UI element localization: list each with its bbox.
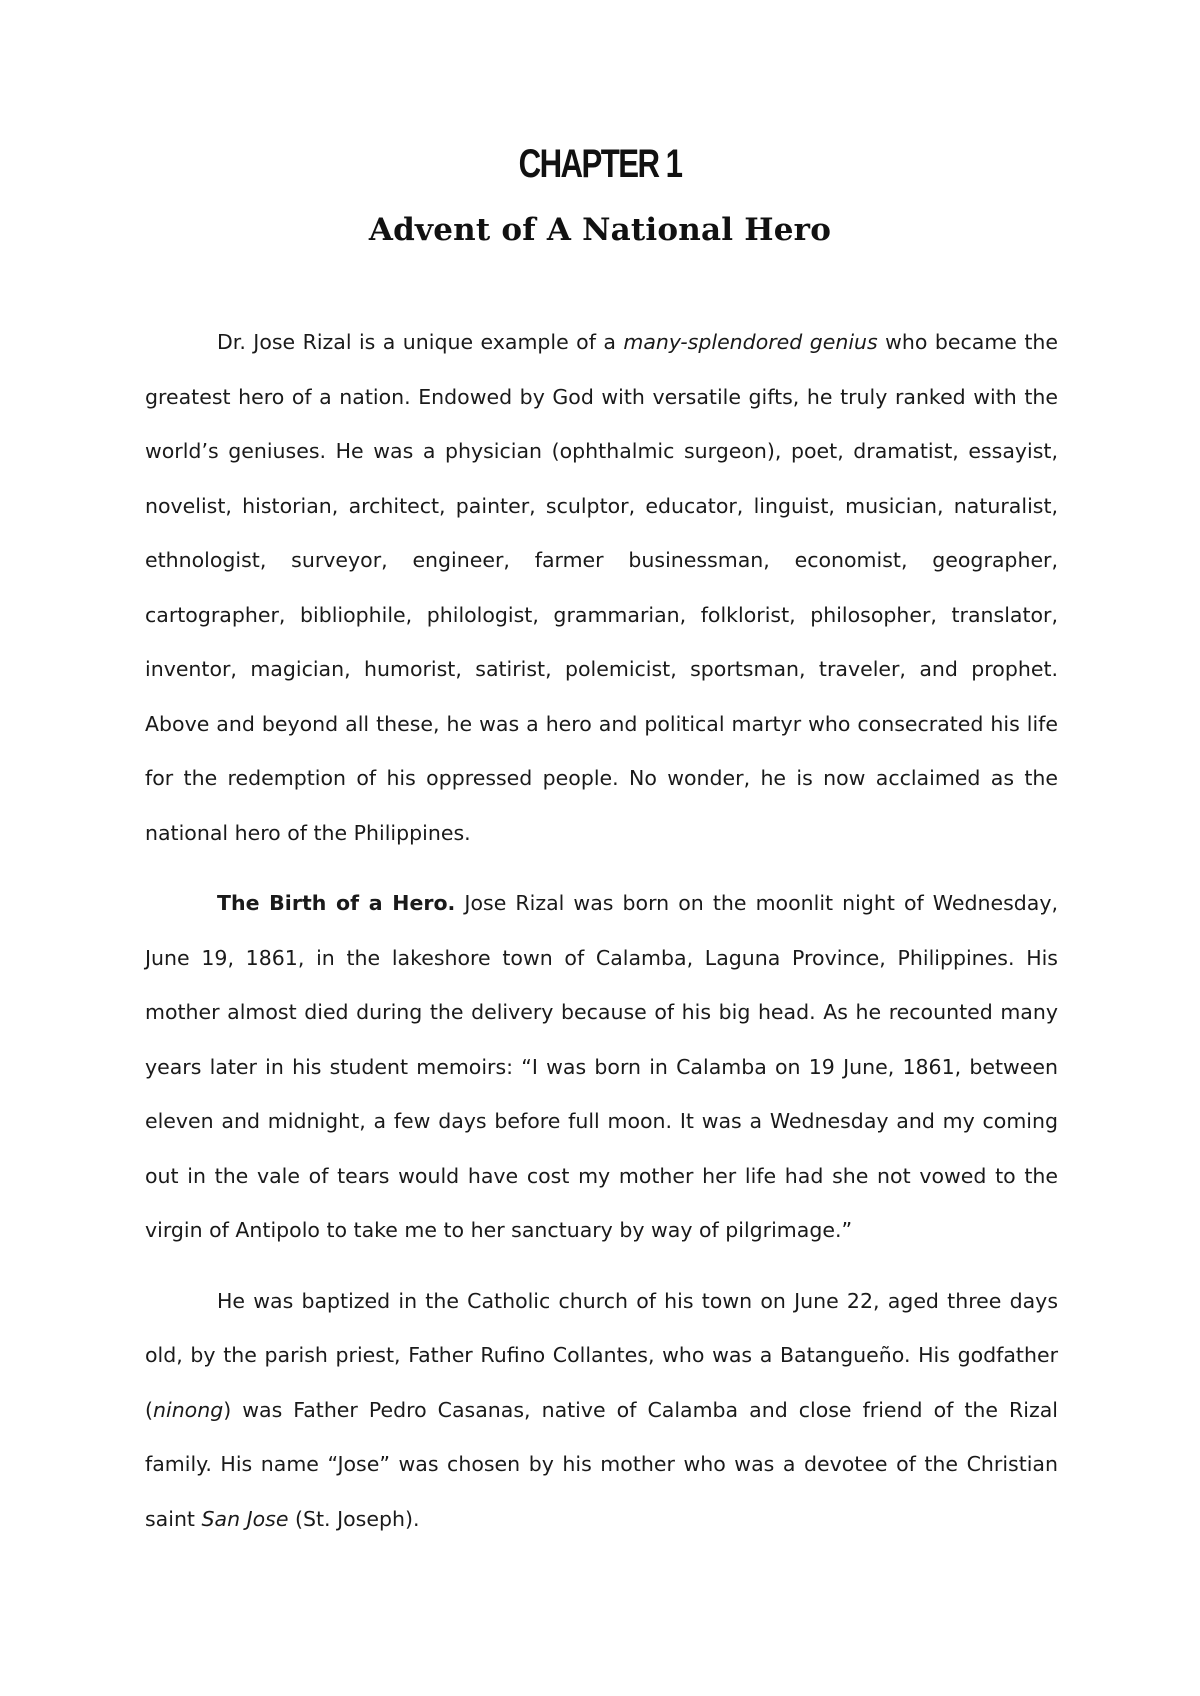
- intro-text-rest: who became the greatest hero of a nation. Endowed by God with versatile gifts, he truly ranked with the world’s geniuses. He was a physician (ophthalmic surgeon), poet, dramatist, essayist, novelist, historian, architect, painter, sculptor, educator, linguist, musician, naturalist, ethnologist, surveyor, engineer, farmer businessman, economist, geographer, cartographer, bibliophile, philologist, grammarian, folklorist, philosopher, translator, inventor, magician, humorist, satirist, polemicist, sportsman, traveler, and prophet. Above and beyond all these, he was a hero and political martyr who consecrated his life for the redemption of his oppressed people. No wonder, he is now acclaimed as the national hero of the Philippines.: [145, 330, 1058, 845]
- chapter-number: CHAPTER 1: [518, 142, 682, 186]
- baptism-text-start: He was baptized in the Catholic church of his town on June 22, aged three days old, by the parish priest, Father Rufino Collantes, who was a Batangueño. His godfather (: [145, 1288, 1058, 1422]
- birth-paragraph: [145, 876, 1058, 1258]
- baptism-term-san-jose: San Jose: [201, 1506, 289, 1531]
- birth-section-heading: The Birth of a Hero.: [217, 891, 456, 915]
- chapter-body: [145, 315, 1058, 1546]
- chapter-title: Advent of A National Hero: [368, 212, 832, 248]
- baptism-text-end: (St. Joseph).: [288, 1506, 420, 1531]
- intro-paragraph: [145, 315, 1058, 860]
- baptism-text-middle: ) was Father Pedro Casanas, native of Calamba and close friend of the Rizal family. His name “Jose” was chosen by his mother who was a devotee of the Christian saint: [145, 1397, 1058, 1531]
- baptism-paragraph: [145, 1274, 1058, 1547]
- baptism-term-ninong: ninong: [153, 1397, 224, 1422]
- birth-text: Jose Rizal was born on the moonlit night of Wednesday, June 19, 1861, in the lakeshore town of Calamba, Laguna Province, Philippines. His mother almost died during the delivery because of his big head. As he recounted many years later in his student memoirs: “I was born in Calamba on 19 June, 1861, between eleven and midnight, a few days before full moon. It was a Wednesday and my coming out in the vale of tears would have cost my mother her life had she not vowed to the virgin of Antipolo to take me to her sanctuary by way of pilgrimage.”: [145, 891, 1058, 1242]
- intro-text-start: Dr. Jose Rizal is a unique example of a: [217, 330, 624, 354]
- intro-emphasis: many-splendored genius: [623, 330, 878, 354]
